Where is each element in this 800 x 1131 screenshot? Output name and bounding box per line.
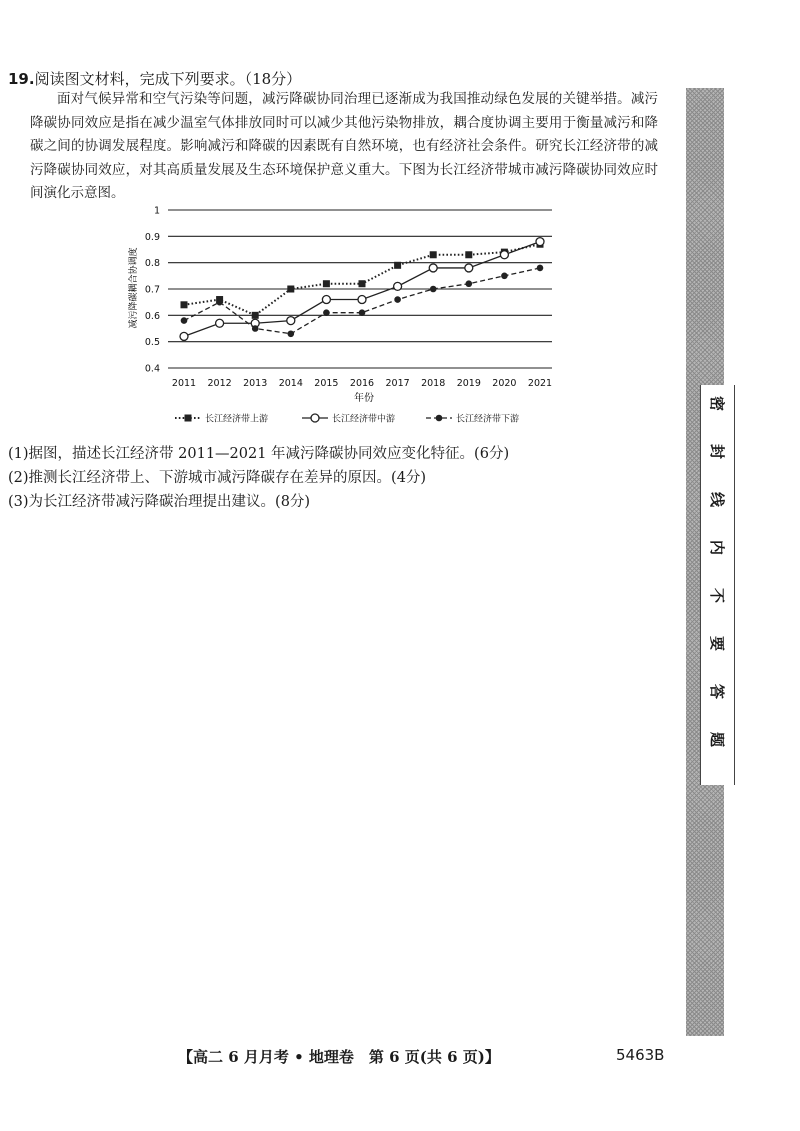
y-tick-label: 0.7 bbox=[144, 284, 160, 296]
question-number: 19. bbox=[8, 70, 35, 88]
legend-label: 长江经济带中游 bbox=[332, 414, 396, 425]
data-point-filled-circle bbox=[436, 415, 443, 422]
sub-question-2: (2)推测长江经济带上、下游城市减污降碳存在差异的原因。(4分) bbox=[8, 470, 427, 486]
data-point-filled-circle bbox=[252, 325, 259, 332]
sub-question-1: (1)据图，描述长江经济带 2011—2021 年减污降碳协同效应变化特征。(6分) bbox=[8, 446, 510, 462]
data-point-square bbox=[287, 286, 294, 293]
question-header bbox=[8, 68, 301, 89]
x-axis-label: 年份 bbox=[354, 393, 374, 404]
y-tick-label: 0.8 bbox=[144, 258, 160, 270]
seal-notice-char: 密 bbox=[708, 395, 726, 411]
data-point-filled-circle bbox=[430, 286, 437, 293]
seal-notice-char: 答 bbox=[708, 683, 726, 699]
data-point-square bbox=[430, 251, 437, 258]
seal-notice-char: 线 bbox=[708, 491, 726, 507]
data-point-filled-circle bbox=[501, 273, 508, 280]
x-tick-label: 2012 bbox=[207, 378, 232, 389]
data-point-filled-circle bbox=[466, 280, 473, 287]
x-axis-ticks bbox=[172, 378, 552, 389]
question-passage: 面对气候异常和空气污染等问题，减污降碳协同治理已逐渐成为我国推动绿色发展的关键举措。减污降碳协同效应是指在减少温室气体排放同时可以减少其他污染物排放，耦合度协调主要用于衡量减污和降碳之间的协调发展程度。影响减污和降碳的因素既有自然环境，也有经济社会条件。研究长江经济带的减污降碳协同效应，对其高质量发展及生态环境保护意义重大。下图为长江经济带城市减污降碳协同效应时间演化示意图。 bbox=[30, 91, 658, 201]
x-tick-label: 2013 bbox=[243, 378, 268, 389]
data-point-open-circle bbox=[216, 319, 224, 327]
data-point-open-circle bbox=[311, 414, 319, 422]
data-point-open-circle bbox=[358, 296, 366, 304]
line-chart bbox=[120, 200, 560, 435]
y-tick-label: 0.4 bbox=[144, 363, 160, 375]
sub-question-3: (3)为长江经济带减污降碳治理提出建议。(8分) bbox=[8, 494, 311, 510]
data-point-filled-circle bbox=[288, 330, 295, 337]
data-point-filled-circle bbox=[537, 265, 544, 272]
y-tick-label: 0.6 bbox=[144, 310, 160, 322]
data-point-open-circle bbox=[287, 317, 295, 325]
seal-notice-char: 不 bbox=[708, 587, 726, 603]
y-tick-label: 1 bbox=[153, 205, 160, 217]
y-axis-label: 减污降碳耦合协调度 bbox=[129, 247, 139, 329]
x-tick-label: 2011 bbox=[171, 378, 197, 389]
data-point-square bbox=[394, 262, 401, 269]
y-tick-label: 0.9 bbox=[144, 231, 160, 243]
data-point-square bbox=[181, 301, 188, 308]
legend-label: 长江经济带上游 bbox=[205, 414, 269, 425]
y-tick-label: 0.5 bbox=[144, 337, 160, 349]
data-point-square bbox=[252, 312, 259, 319]
data-point-square bbox=[359, 280, 366, 287]
data-point-filled-circle bbox=[181, 317, 188, 324]
data-point-open-circle bbox=[536, 238, 544, 246]
x-tick-label: 2014 bbox=[278, 378, 303, 389]
data-point-square bbox=[465, 251, 472, 258]
x-tick-label: 2021 bbox=[527, 378, 553, 389]
chart-grid bbox=[168, 210, 552, 368]
data-point-filled-circle bbox=[216, 299, 223, 306]
data-point-open-circle bbox=[394, 282, 402, 290]
x-tick-label: 2017 bbox=[385, 378, 410, 389]
seal-notice-char: 题 bbox=[708, 731, 726, 747]
data-point-open-circle bbox=[429, 264, 437, 272]
x-tick-label: 2020 bbox=[492, 378, 517, 389]
seal-line-notice bbox=[700, 385, 735, 785]
legend-label: 长江经济带下游 bbox=[456, 414, 520, 425]
data-point-filled-circle bbox=[323, 309, 330, 316]
y-axis-ticks bbox=[145, 206, 160, 375]
chart-legend bbox=[175, 413, 519, 425]
seal-notice-char: 封 bbox=[708, 443, 726, 459]
series-line bbox=[184, 244, 540, 315]
data-point-filled-circle bbox=[359, 309, 366, 316]
data-point-open-circle bbox=[180, 332, 188, 340]
data-point-square bbox=[185, 415, 192, 422]
data-point-open-circle bbox=[465, 264, 473, 272]
data-point-open-circle bbox=[500, 251, 508, 259]
data-point-filled-circle bbox=[394, 296, 401, 303]
seal-notice-char: 内 bbox=[708, 539, 726, 555]
x-tick-label: 2015 bbox=[314, 378, 339, 389]
page-footer: 【高二 6 月月考 • 地理卷 第 6 页(共 6 页)】 bbox=[178, 1048, 500, 1066]
x-tick-label: 2016 bbox=[349, 378, 375, 389]
x-tick-label: 2019 bbox=[456, 378, 481, 389]
x-tick-label: 2018 bbox=[421, 378, 446, 389]
question-intro: 阅读图文材料，完成下列要求。（18分） bbox=[34, 70, 302, 88]
data-point-open-circle bbox=[322, 296, 330, 304]
seal-notice-char: 要 bbox=[708, 635, 726, 651]
data-point-square bbox=[323, 280, 330, 287]
paper-code: 5463B bbox=[616, 1046, 665, 1064]
